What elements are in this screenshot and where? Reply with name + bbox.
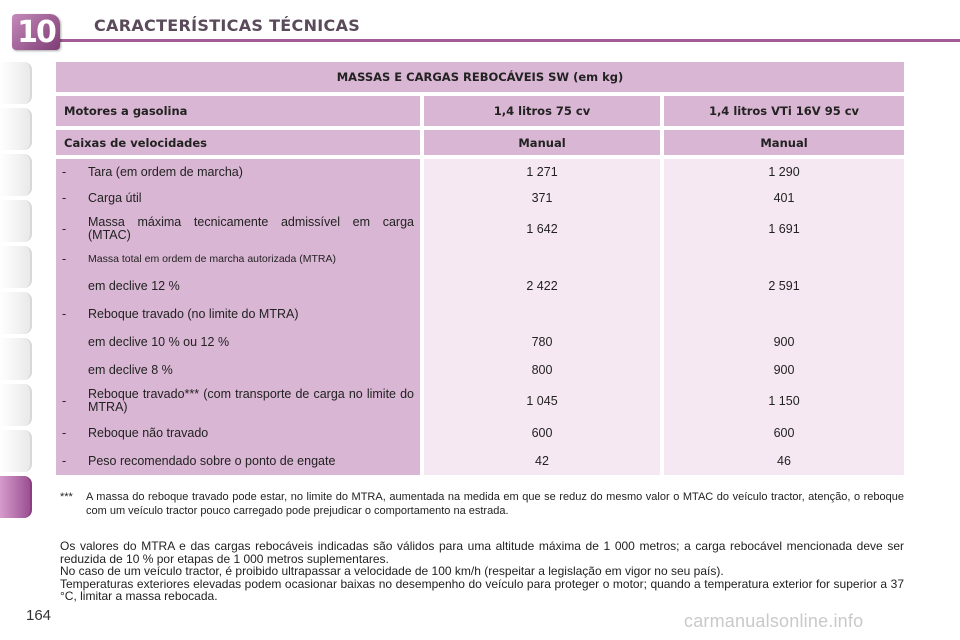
chapter-tab[interactable] xyxy=(0,384,32,426)
table-row: - Reboque travado*** (com transporte de carga no limite do MTRA) xyxy=(56,383,420,419)
row-label: Reboque travado (no limite do MTRA) xyxy=(88,306,299,321)
table-row: - Reboque travado (no limite do MTRA) xyxy=(56,301,420,327)
table-row xyxy=(56,327,420,357)
table-cell: 1 150 xyxy=(768,394,800,408)
table-cell: 401 xyxy=(773,191,795,205)
row-label: Tara (em ordem de marcha) xyxy=(88,164,243,179)
chapter-tab[interactable] xyxy=(0,338,32,380)
table-row xyxy=(56,271,420,301)
table-cell: 780 xyxy=(531,335,553,349)
table-cell: 600 xyxy=(531,426,553,440)
table-cell: 46 xyxy=(777,454,791,468)
engine-col1: 1,4 litros 75 cv xyxy=(424,96,660,126)
header-divider xyxy=(56,39,960,42)
engine-header-row xyxy=(56,96,904,126)
engine-row-label: Motores a gasolina xyxy=(56,96,420,126)
table-row: - Tara (em ordem de marcha) xyxy=(56,159,420,185)
chapter-tab[interactable] xyxy=(0,292,32,334)
table-cell xyxy=(424,301,660,327)
notes-paragraph xyxy=(60,540,904,603)
chapter-tab[interactable] xyxy=(0,246,32,288)
table-body xyxy=(56,159,904,475)
table-row: - Massa total em ordem de marcha autorizada (MTRA) xyxy=(56,247,420,271)
row-label: em declive 12 % xyxy=(88,278,180,293)
chapter-tab[interactable] xyxy=(0,430,32,472)
gearbox-header-row xyxy=(56,130,904,155)
chapter-tabs xyxy=(0,62,34,522)
page-title: CARACTERÍSTICAS TÉCNICAS xyxy=(94,16,361,35)
table-row xyxy=(56,357,420,383)
gearbox-row-label: Caixas de velocidades xyxy=(56,130,420,155)
chapter-tab[interactable] xyxy=(0,62,32,104)
table-cell xyxy=(424,247,660,271)
gearbox-col1: Manual xyxy=(424,130,660,155)
table-footnote xyxy=(60,490,904,518)
values-column-2 xyxy=(664,159,904,475)
note-speed: No caso de um veículo tractor, é proibido ultrapassar a velocidade de 100 km/h (respeitar a legislação em vigor no seu país). xyxy=(60,564,724,578)
row-label: Reboque não travado xyxy=(88,425,209,440)
gearbox-col2: Manual xyxy=(664,130,904,155)
table-cell: 800 xyxy=(531,363,553,377)
table-cell xyxy=(664,247,904,271)
chapter-badge: 10 xyxy=(12,14,60,50)
chapter-tab[interactable] xyxy=(0,154,32,196)
engine-col2: 1,4 litros VTi 16V 95 cv xyxy=(664,96,904,126)
specs-table xyxy=(56,62,904,475)
watermark: carmanualsonline.info xyxy=(684,611,864,631)
footnote-text: A massa do reboque travado pode estar, no limite do MTRA, aumentada na medida em que se reduz do mesmo valor o MTAC do veículo tractor, atenção, o reboque com um veículo tractor pouco carregado pode prejudicar o comportamento na estrada. xyxy=(86,491,904,517)
table-title: MASSAS E CARGAS REBOCÁVEIS SW (em kg) xyxy=(56,62,904,92)
values-column-1 xyxy=(424,159,660,475)
table-cell: 371 xyxy=(531,191,553,205)
table-cell: 1 045 xyxy=(526,394,558,408)
table-cell: 1 691 xyxy=(768,222,800,236)
footnote-mark: *** xyxy=(60,491,73,503)
row-label: Massa total em ordem de marcha autorizada (MTRA) xyxy=(88,252,337,265)
table-cell: 2 422 xyxy=(526,279,558,293)
row-label: Massa máxima tecnicamente admissível em carga (MTAC) xyxy=(88,215,414,242)
label-column xyxy=(56,159,420,475)
row-label: em declive 10 % ou 12 % xyxy=(88,334,230,349)
page-number: 164 xyxy=(26,607,52,624)
table-row: - Massa máxima tecnicamente admissível em carga (MTAC) xyxy=(56,211,420,247)
table-row: - Peso recomendado sobre o ponto de engate xyxy=(56,447,420,475)
row-label: Reboque travado*** (com transporte de carga no limite do MTRA) xyxy=(88,387,414,414)
chapter-tab[interactable] xyxy=(0,108,32,150)
table-cell: 1 642 xyxy=(526,222,558,236)
table-cell: 42 xyxy=(535,454,549,468)
row-label: Carga útil xyxy=(88,190,142,205)
row-label: em declive 8 % xyxy=(88,362,173,377)
table-cell: 900 xyxy=(773,363,795,377)
table-cell: 600 xyxy=(773,426,795,440)
chapter-tab-active[interactable] xyxy=(0,476,32,518)
chapter-tab[interactable] xyxy=(0,200,32,242)
note-altitude: Os valores do MTRA e das cargas rebocáveis indicadas são válidos para uma altitude máxima de 1 000 metros; a carga rebocável mencionada deve ser reduzida de 10 % por etapas de 1 000 metros suplementares. xyxy=(60,539,904,566)
table-cell: 2 591 xyxy=(768,279,800,293)
table-cell: 900 xyxy=(773,335,795,349)
table-cell: 1 271 xyxy=(526,165,558,179)
table-row: - Carga útil xyxy=(56,185,420,211)
table-cell: 1 290 xyxy=(768,165,800,179)
table-row: - Reboque não travado xyxy=(56,419,420,447)
table-cell xyxy=(664,301,904,327)
note-temperature: Temperaturas exteriores elevadas podem ocasionar baixas no desempenho do veículo para proteger o motor; quando a temperatura exterior for superior a 37 °C, limitar a massa rebocada. xyxy=(60,576,904,603)
row-label: Peso recomendado sobre o ponto de engate xyxy=(88,453,336,468)
